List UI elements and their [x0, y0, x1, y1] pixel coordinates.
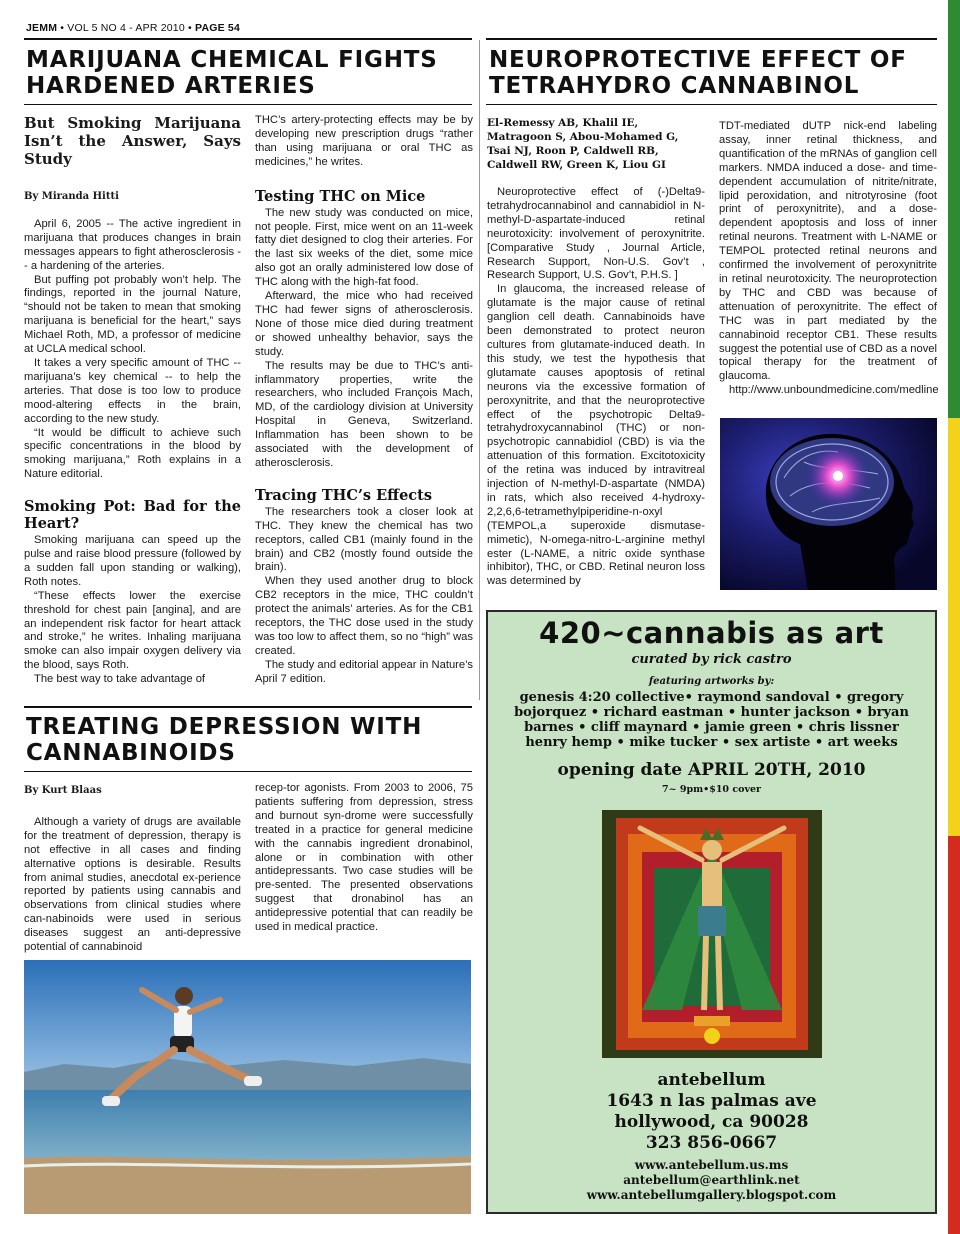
ad-blog-link[interactable]: www.antebellumgallery.blogspot.com [586, 1188, 837, 1202]
article1-rule [24, 104, 472, 105]
article2-authors: El-Remessy AB, Khalil IE, Matragoon S, Abou-Mohamed G, Tsai NJ, Roon P, Caldwell RB, Caldwell RW, Green K, Liou GI [487, 117, 679, 171]
article1-paragraph: THC’s artery-protecting effects may be by developing new prescription drugs “rather than using marijuana or oral THC as medicines,” he writes. [255, 114, 473, 168]
article2-paragraph: TDT-mediated dUTP nick-end labeling assay, inner retinal thickness, and quantification of the mRNAs of ganglion cell markers. NMDA induced a dose- and time-dependent accumulation of nitrite/nitrate, lipid peroxidation, and nitrotyrosine (foot print of peroxynitrite), and a dose-dependent apoptosis and loss of inner retinal neurons. Treatment with L-NAME or TEMPOL protected retinal neurons and confirmed the involvement of peroxynitrite in retinal neurotoxicity. The neuroprotection by THC and CBD was because of attenuation of peroxynitrite. The effect of THC was in part mediated by the cannabinoid receptor CB1. These results suggest the potential use of CBD as a novel topical therapy for the treatment of glaucoma. [719, 120, 937, 383]
article3-column1 [24, 784, 241, 955]
ad-featuring-label: featuring artworks by: [648, 676, 775, 687]
article1-paragraph: Smoking marijuana can speed up the pulse and raise blood pressure (followed by a sudden fall upon standing or walking), Roth notes. [24, 534, 241, 588]
ad-venue-name: antebellum [657, 1070, 766, 1090]
article1-headline-line2: HARDENED ARTERIES [26, 73, 316, 99]
ad-artwork [602, 810, 822, 1058]
article1-paragraph: The results may be due to THC’s anti-inflammatory properties, write the researchers, who included François Mach, MD, of the cardiology division at University Hospital in Geneva, Switzerland. Inflammation has been shown to be associated with the development of atherosclerosis. [255, 359, 473, 469]
ad-curator: curated by rick castro [631, 652, 792, 667]
top-rule-right [486, 38, 937, 40]
article3-headline-line1: TREATING DEPRESSION WITH [26, 714, 423, 740]
article1-paragraph: It takes a very specific amount of THC -- marijuana’s key chemical -- to help the arteries. That dose is too low to produce mood-altering effects in the brain, according to the new study. [24, 356, 241, 425]
article2-headline [489, 47, 937, 99]
side-stripe-red [948, 836, 960, 1234]
running-head: JEMM • VOL 5 NO 4 - APR 2010 • PAGE 54 [26, 22, 240, 34]
article1-column1 [24, 114, 241, 687]
article1-paragraph: The new study was conducted on mice, not people. First, mice went on an 11-week fatty diet designed to clog their arteries. For the last six weeks of the diet, some mice also got an orally administered low dose of THC along with the high-fat food. [255, 206, 473, 289]
article1-section-heading: Smoking Pot: Bad for the Heart? [24, 498, 241, 533]
ad-address-street: 1643 n las palmas ave [606, 1091, 817, 1111]
article1-column2 [255, 114, 473, 687]
article1-paragraph: April 6, 2005 -- The active ingredient in marijuana that produces changes in brain messages appears to fight atherosclerosis -- a hardening of the arteries. [24, 217, 241, 272]
runner-beach-photo [24, 960, 471, 1214]
publication-name: JEMM [26, 22, 58, 34]
ad-time-cover: 7~ 9pm•$10 cover [661, 784, 762, 795]
ad-address-city: hollywood, ca 90028 [614, 1112, 809, 1132]
article3-paragraph: Although a variety of drugs are available for the treatment of depression, therapy is not effective in all cases and finding alternative options is desirable. Results from animal studies, anecdotal ex-perience reported by patients using cannabis and observations from clinical studies where can-nabinoids were used in serious diseases suggest an anti-depressive potential of cannabinoid [24, 815, 241, 954]
article3-column2 [255, 782, 473, 935]
brain-head-icon [720, 418, 937, 590]
page-number: PAGE 54 [195, 22, 240, 34]
ad-venue-block [488, 1070, 935, 1154]
runner-photo-icon [24, 960, 471, 1214]
side-stripe-yellow [948, 418, 960, 836]
article1-headline [26, 47, 472, 99]
ad-website-link[interactable]: www.antebellum.us.ms [634, 1158, 789, 1172]
article3-headline-line2: CANNABINOIDS [26, 740, 236, 766]
ad-title: 420~cannabis as art [539, 616, 884, 650]
article2-rule [486, 104, 937, 105]
issue-info: VOL 5 NO 4 - APR 2010 [67, 22, 185, 34]
article1-paragraph: When they used another drug to block CB2 receptors in the mice, THC couldn’t protect the animals’ arteries. As for the CB1 receptors, the THC dose used in the study was too low to affect them, so no “high” was created. [255, 575, 473, 657]
ad-artist-list: genesis 4:20 collective• raymond sandoval • gregory bojorquez • richard eastman • hunter jackson • bryan barnes • cliff maynard • jamie green • chris lissner henry hemp • mike tucker • sex artiste • art weeks [514, 690, 909, 750]
article1-byline: By Miranda Hitti [24, 191, 119, 202]
article3-top-rule [24, 706, 472, 708]
article1-paragraph: The best way to take advantage of [34, 673, 206, 686]
art-show-ad [486, 610, 937, 1214]
article1-section-heading: Tracing THC’s Effects [255, 486, 432, 504]
article2-headline-line2: TETRAHYDRO CANNABINOL [489, 73, 860, 99]
article3-byline: By Kurt Blaas [24, 785, 102, 796]
article1-subhead: But Smoking Marijuana Isn’t the Answer, Says Study [24, 114, 241, 168]
article3-paragraph: recep-tor agonists. From 2003 to 2006, 75 patients suffering from depression, stress and burnout syn-drome were successfully treated in a practice for general medicine with the cannabis ingredient dronabinol, alone or in combination with other antidepressants. Two case studies will be pre-sented. The presented observations suggest that dronabinol has an antidepressive potential that can readily be used in medical practice. [255, 782, 473, 934]
side-stripe-green [948, 0, 960, 418]
artwork-figure-icon [602, 810, 822, 1058]
article3-rule [24, 771, 472, 772]
article2-paragraph: Neuroprotective effect of (-)Delta9-tetrahydrocannabinol and cannabidiol in N-methyl-D-aspartate-induced retinal neurotoxicity: involvement of peroxynitrite. [Comparative Study , Journal Article, Research Support, Non-U.S. Gov’t , Research Support, U.S. Gov’t, P.H.S. ] [487, 186, 705, 282]
column-divider [479, 40, 480, 700]
article2-column2 [719, 120, 937, 398]
article1-paragraph: But puffing pot probably won’t help. The findings, reported in the journal Nature, “should not be taken to mean that smoking marijuana is beneficial for the heart,” says Michael Roth, MD, a professor of medicine at UCLA medical school. [24, 273, 241, 356]
article1-paragraph: “These effects lower the exercise threshold for chest pain [angina], and are an independent risk factor for heart attack and stroke,” he writes. Inhaling marijuana smoke can also impair oxygen delivery via the blood, says Roth. [24, 589, 241, 672]
article3-headline [26, 714, 472, 766]
top-rule-left [24, 38, 472, 40]
ad-phone: 323 856-0667 [645, 1133, 778, 1153]
ad-email-link[interactable]: antebellum@earthlink.net [623, 1173, 800, 1187]
article1-paragraph: The researchers took a closer look at THC. They knew the chemical has two receptors, called CB1 (mainly found in the brain) and CB2 (mostly found outside the brain). [255, 505, 473, 574]
article1-paragraph: Afterward, the mice who had received THC had fewer signs of atherosclerosis. None of those mice died during treatment or showed unhealthy behavior, says the study. [255, 290, 473, 358]
ad-opening-date: opening date APRIL 20TH, 2010 [557, 760, 866, 780]
article1-headline-line1: MARIJUANA CHEMICAL FIGHTS [26, 47, 438, 73]
ad-web-block [488, 1158, 935, 1203]
article2-headline-line1: NEUROPROTECTIVE EFFECT OF [489, 47, 907, 73]
article1-paragraph: The study and editorial appear in Nature’s April 7 edition. [255, 658, 473, 685]
article1-paragraph: “It would be difficult to achieve such specific concentrations in the blood by smoking marijuana,” Roth explains in a Nature editorial. [24, 426, 241, 481]
article2-source: http://www.unboundmedicine.com/medline [729, 384, 939, 397]
article1-section-heading: Testing THC on Mice [255, 187, 426, 205]
article2-paragraph: In glaucoma, the increased release of glutamate is the major cause of retinal ganglion cell death. Cannabinoids have been demonstrated to protect neuron cultures from glutamate-induced death. In this study, we test the hypothesis that glutamate causes apoptosis of retinal neurons via the excessive formation of peroxynitrite, and that the neuroprotective effect of the psychotropic Delta9-tetrahydroxycannabinol (THC) or non-psychotropic cannabidiol (CBD) is via the attenuation of this formation. Excitotoxicity of the retina was induced by intravitreal injection of N-methyl-D-aspartate (NMDA) in rats, which also received 4-hydroxy-2,2,6,6-tetramethylpiperidine-n-oxyl (TEMPOL,a superoxide dismutase-mimetic), N-omega-nitro-L-arginine methyl ester (L-NAME, a nitric oxide synthase inhibitor), THC, or CBD. Retinal neuron loss was determined by [487, 283, 705, 588]
article2-column1 [487, 186, 705, 589]
brain-illustration [720, 418, 937, 590]
